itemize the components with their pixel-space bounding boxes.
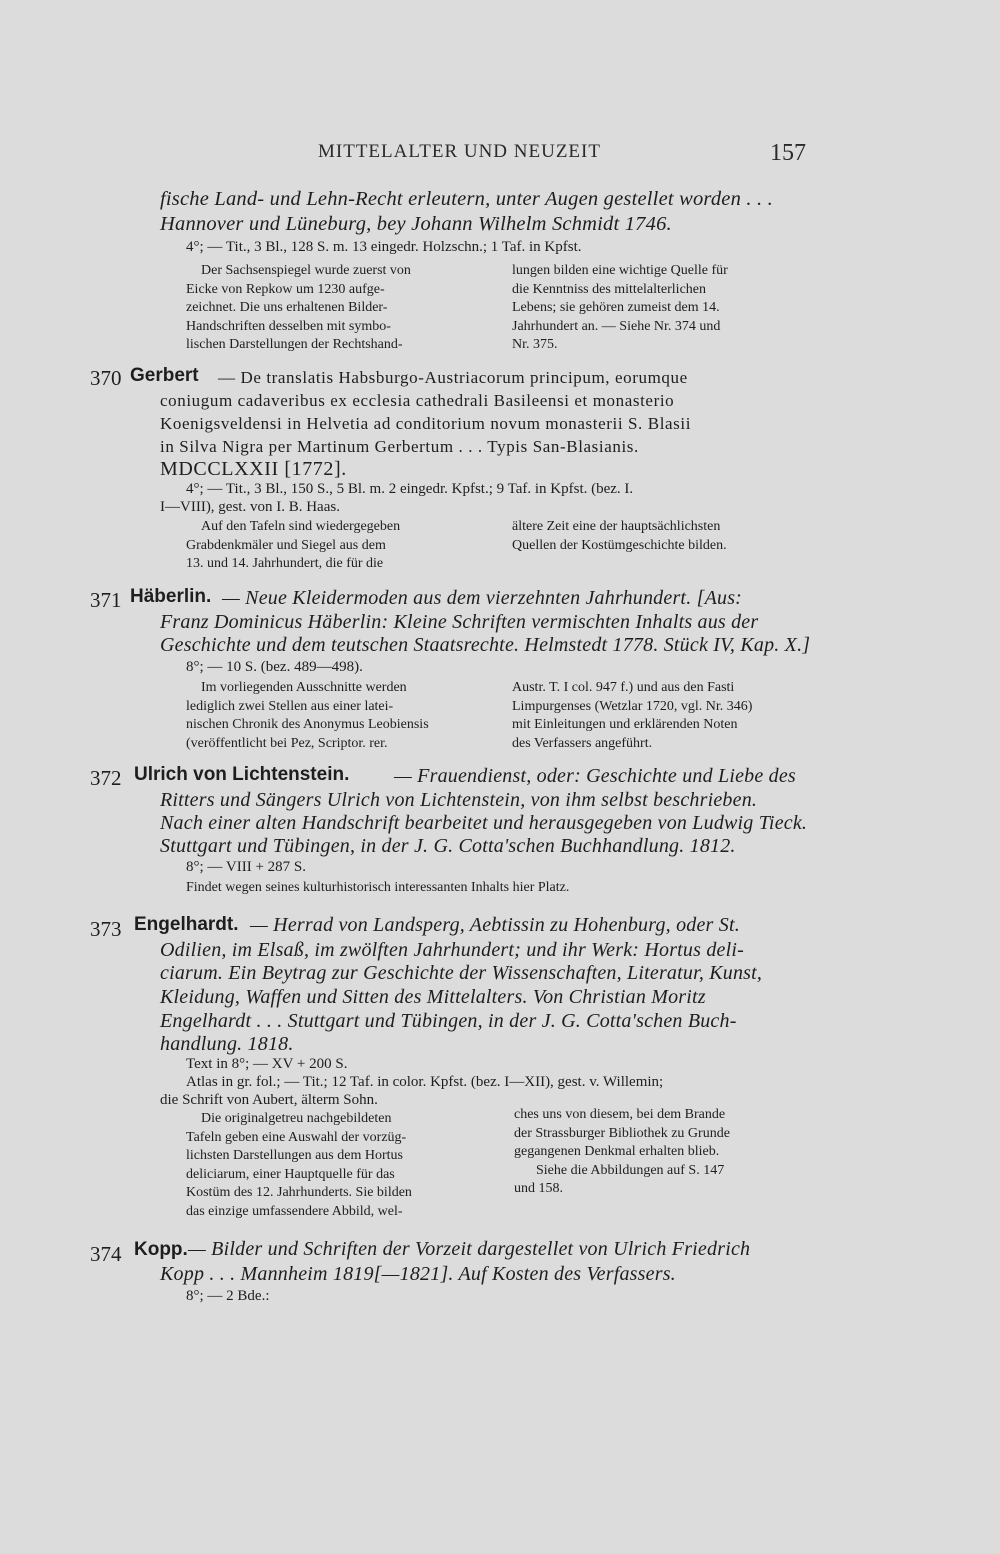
collation: 8°; — VIII + 287 S. (186, 859, 307, 875)
note-line: Handschriften desselben mit symbo- (186, 318, 391, 334)
collation: Atlas in gr. fol.; — Tit.; 12 Taf. in color. Kpfst. (bez. I—XII), gest. v. Willemin; (186, 1074, 664, 1090)
note-line: lediglich zwei Stellen aus einer latei- (186, 698, 394, 714)
note-right-column (512, 679, 817, 753)
collation: die Schrift von Aubert, älterm Sohn. (160, 1092, 378, 1108)
page-number: 157 (770, 140, 806, 166)
entry-title-line: fische Land- und Lehn-Recht erleutern, unter Augen gestellet worden . . . (160, 188, 773, 210)
entry-title-line: Stuttgart und Tübingen, in der J. G. Cotta'schen Buchhandlung. 1812. (160, 835, 736, 857)
note-left-column (186, 679, 491, 753)
note-line: zeichnet. Die uns erhaltenen Bilder- (186, 300, 388, 315)
entry-title-line: — Bilder und Schriften der Vorzeit dargestellet von Ulrich Friedrich (188, 1238, 751, 1260)
note-line: lischen Darstellungen der Rechtshand- (186, 337, 403, 352)
note-line: mit Einleitungen und erklärenden Noten (512, 717, 738, 732)
collation: 4°; — Tit., 3 Bl., 128 S. m. 13 eingedr. Holzschn.; 1 Taf. in Kpfst. (186, 239, 582, 255)
note-line: Lebens; sie gehören zumeist dem 14. (512, 300, 720, 315)
collation: 4°; — Tit., 3 Bl., 150 S., 5 Bl. m. 2 eingedr. Kpfst.; 9 Taf. in Kpfst. (bez. I. (186, 481, 634, 497)
entry-title-line: Ritters und Sängers Ulrich von Lichtenstein, von ihm selbst beschrieben. (160, 789, 758, 811)
note-line: Jahrhundert an. — Siehe Nr. 374 und (512, 318, 721, 334)
note-line: deliciarum, einer Hauptquelle für das (186, 1166, 395, 1182)
entry-title-line: Kopp . . . Mannheim 1819[—1821]. Auf Kosten des Verfassers. (160, 1263, 676, 1285)
entry-title-line: ciarum. Ein Beytrag zur Geschichte der Wissenschaften, Literatur, Kunst, (160, 962, 763, 984)
note-right-column (512, 262, 817, 355)
entry-title-line: Geschichte und dem teutschen Staatsrechte. Helmstedt 1778. Stück IV, Kap. X.] (160, 634, 811, 656)
entry-author: Häberlin. (130, 586, 212, 607)
note-line: lungen bilden eine wichtige Quelle für (512, 263, 728, 278)
note-line: lichsten Darstellungen aus dem Hortus (186, 1148, 403, 1163)
running-title: MITTELALTER UND NEUZEIT (318, 141, 601, 162)
note-left-column (186, 262, 491, 355)
note-line: Quellen der Kostümgeschichte bilden. (512, 537, 727, 553)
note-line: und 158. (514, 1181, 563, 1196)
entry-title-line: handlung. 1818. (160, 1033, 294, 1055)
collation: 8°; — 10 S. (bez. 489—498). (186, 659, 363, 675)
entry-title-line: MDCCLXXII [1772]. (160, 458, 347, 480)
note-line: das einzige umfassendere Abbild, wel- (186, 1203, 403, 1219)
entry-author: Engelhardt. (134, 914, 239, 935)
note-right-column (512, 518, 817, 555)
note-line: Limpurgenses (Wetzlar 1720, vgl. Nr. 346) (512, 698, 753, 714)
entry-title-line: Kleidung, Waffen und Sitten des Mittelalters. Von Christian Moritz (160, 986, 706, 1008)
entry-author: Kopp. (134, 1239, 188, 1260)
entry-author: Ulrich von Lichtenstein. (134, 764, 350, 785)
entry-number: 372 (90, 766, 122, 790)
note-line: 13. und 14. Jahrhundert, die für die (186, 556, 384, 571)
entry-title-line: — Neue Kleidermoden aus dem vierzehnten Jahrhundert. [Aus: (222, 587, 743, 609)
entry-title-line: in Silva Nigra per Martinum Gerbertum . . . Typis San-Blasianis. (160, 437, 639, 456)
entry-title-line: Engelhardt . . . Stuttgart und Tübingen, in der J. G. Cotta'schen Buch- (160, 1010, 737, 1032)
note-right-column (514, 1106, 819, 1199)
note-line: Der Sachsenspiegel wurde zuerst von (201, 263, 411, 278)
entry-title-line: — Frauendienst, oder: Geschichte und Liebe des (394, 765, 796, 787)
note-line: Die originalgetreu nachgebildeten (201, 1111, 392, 1126)
entry-title-line: — De translatis Habsburgo-Austriacorum principum, eorumque (218, 368, 688, 387)
note-full: Findet wegen seines kulturhistorisch interessanten Inhalts hier Platz. (186, 880, 570, 895)
entry-title-line: Nach einer alten Handschrift bearbeitet und herausgegeben von Ludwig Tieck. (160, 812, 808, 834)
note-line: Siehe die Abbildungen auf S. 147 (536, 1162, 725, 1178)
collation: Text in 8°; — XV + 200 S. (186, 1056, 348, 1072)
entry-author: Gerbert (130, 365, 199, 386)
entry-title-line: Koenigsveldensi in Helvetia ad conditorium novum monasterii S. Blasii (160, 414, 692, 433)
note-line: Kostüm des 12. Jahrhunderts. Sie bilden (186, 1185, 412, 1200)
note-line: Tafeln geben eine Auswahl der vorzüg- (186, 1129, 407, 1145)
note-line: nischen Chronik des Anonymus Leobiensis (186, 717, 429, 732)
note-line: des Verfassers angeführt. (512, 735, 653, 751)
note-line: Austr. T. I col. 947 f.) und aus den Fasti (512, 680, 735, 695)
note-line: ches uns von diesem, bei dem Brande (514, 1107, 726, 1122)
note-line: die Kenntniss des mittelalterlichen (512, 281, 707, 297)
note-line: gegangenen Denkmal erhalten blieb. (514, 1144, 720, 1159)
note-left-column (186, 518, 491, 574)
note-line: Grabdenkmäler und Siegel aus dem (186, 537, 386, 553)
entry-number: 370 (90, 366, 122, 390)
note-line: (veröffentlicht bei Pez, Scriptor. rer. (186, 735, 388, 751)
entry-title-line: Franz Dominicus Häberlin: Kleine Schriften vermischten Inhalts aus der (160, 611, 759, 633)
note-line: der Strassburger Bibliothek zu Grunde (514, 1125, 730, 1141)
entry-number: 373 (90, 917, 122, 941)
collation: I—VIII), gest. von I. B. Haas. (160, 499, 340, 515)
collation: 8°; — 2 Bde.: (186, 1288, 270, 1304)
entry-title-line: coniugum cadaveribus ex ecclesia cathedrali Basileensi et monasterio (160, 391, 675, 410)
entry-title-line: Odilien, im Elsaß, im zwölften Jahrhundert; und ihr Werk: Hortus deli- (160, 939, 744, 961)
entry-title-line: Hannover und Lüneburg, bey Johann Wilhelm Schmidt 1746. (160, 213, 672, 235)
note-line: Auf den Tafeln sind wiedergegeben (201, 519, 401, 534)
note-line: Nr. 375. (512, 337, 558, 352)
entry-title-line: — Herrad von Landsperg, Aebtissin zu Hohenburg, oder St. (250, 914, 740, 936)
note-line: Im vorliegenden Ausschnitte werden (201, 680, 407, 695)
note-line: Eicke von Repkow um 1230 aufge- (186, 281, 385, 297)
entry-number: 374 (90, 1242, 122, 1266)
entry-number: 371 (90, 588, 122, 612)
note-line: ältere Zeit eine der hauptsächlichsten (512, 519, 721, 534)
note-left-column (186, 1110, 491, 1221)
